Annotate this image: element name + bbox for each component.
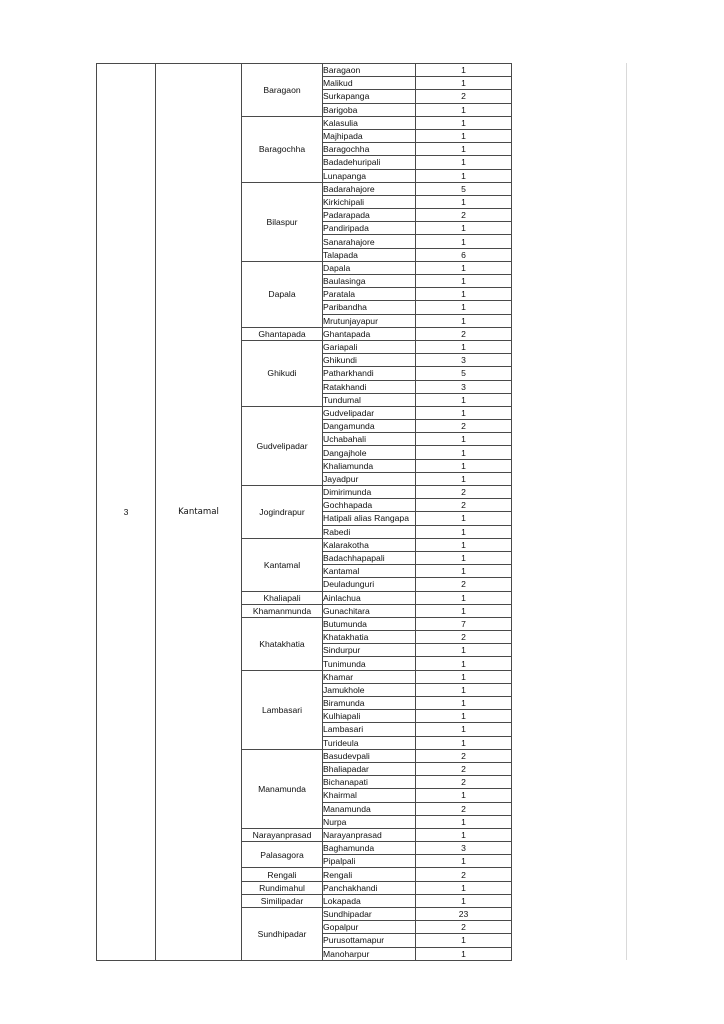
gram-panchayat-cell: Dapala [242,261,323,327]
count-cell: 2 [416,802,512,815]
village-name-cell: Khaliamunda [323,459,416,472]
count-cell: 1 [416,340,512,353]
village-name-cell: Baulasinga [323,275,416,288]
village-name-cell: Ainlachua [323,591,416,604]
village-name-cell: Talapada [323,248,416,261]
village-name-cell: Barigoba [323,103,416,116]
village-table [96,63,512,961]
village-name-cell: Bichanapati [323,776,416,789]
count-cell: 1 [416,881,512,894]
count-cell: 1 [416,604,512,617]
village-name-cell: Majhipada [323,129,416,142]
count-cell: 7 [416,617,512,630]
count-cell: 2 [416,90,512,103]
gram-panchayat-cell: Khatakhatia [242,617,323,670]
gram-panchayat-cell: Narayanprasad [242,828,323,841]
village-name-cell: Nurpa [323,815,416,828]
count-cell: 3 [416,354,512,367]
village-name-cell: Deuladunguri [323,578,416,591]
count-cell: 1 [416,261,512,274]
gram-panchayat-cell: Rengali [242,868,323,881]
count-cell: 1 [416,288,512,301]
village-name-cell: Paribandha [323,301,416,314]
count-cell: 1 [416,591,512,604]
count-cell: 2 [416,499,512,512]
count-cell: 2 [416,762,512,775]
village-name-cell: Jayadpur [323,472,416,485]
village-name-cell: Tundumal [323,393,416,406]
village-name-cell: Gunachitara [323,604,416,617]
village-name-cell: Tunimunda [323,657,416,670]
count-cell: 1 [416,551,512,564]
village-name-cell: Malikud [323,77,416,90]
count-cell: 1 [416,433,512,446]
count-cell: 1 [416,64,512,77]
count-cell: 1 [416,472,512,485]
village-name-cell: Ghantapada [323,327,416,340]
count-cell: 2 [416,486,512,499]
gram-panchayat-cell: Rundimahul [242,881,323,894]
page-margin-rule [626,63,627,960]
village-name-cell: Paratala [323,288,416,301]
count-cell: 1 [416,169,512,182]
gram-panchayat-cell: Lambasari [242,670,323,749]
village-name-cell: Kantamal [323,565,416,578]
count-cell: 2 [416,921,512,934]
gram-panchayat-cell: Sundhipadar [242,908,323,961]
count-cell: 1 [416,116,512,129]
count-cell: 1 [416,683,512,696]
village-name-cell: Lokapada [323,894,416,907]
village-name-cell: Gariapali [323,340,416,353]
village-name-cell: Sundhipadar [323,908,416,921]
village-name-cell: Jamukhole [323,683,416,696]
village-name-cell: Manoharpur [323,947,416,960]
count-cell: 1 [416,538,512,551]
count-cell: 2 [416,776,512,789]
village-name-cell: Rengali [323,868,416,881]
village-name-cell: Gudvelipadar [323,406,416,419]
village-name-cell: Padarapada [323,209,416,222]
count-cell: 1 [416,723,512,736]
gram-panchayat-cell: Ghantapada [242,327,323,340]
gram-panchayat-cell: Palasagora [242,842,323,868]
village-table-body [97,64,512,961]
count-cell: 1 [416,156,512,169]
gram-panchayat-cell: Bilaspur [242,182,323,261]
count-cell: 1 [416,947,512,960]
village-name-cell: Pipalpali [323,855,416,868]
count-cell: 1 [416,235,512,248]
count-cell: 2 [416,749,512,762]
village-name-cell: Kalasulia [323,116,416,129]
count-cell: 1 [416,697,512,710]
gram-panchayat-cell: Khamanmunda [242,604,323,617]
count-cell: 1 [416,77,512,90]
count-cell: 1 [416,894,512,907]
village-name-cell: Khamar [323,670,416,683]
count-cell: 6 [416,248,512,261]
count-cell: 5 [416,182,512,195]
count-cell: 1 [416,855,512,868]
village-name-cell: Narayanprasad [323,828,416,841]
village-name-cell: Kulhiapali [323,710,416,723]
count-cell: 1 [416,103,512,116]
count-cell: 1 [416,710,512,723]
village-name-cell: Surkapanga [323,90,416,103]
village-name-cell: Gochhapada [323,499,416,512]
village-name-cell: Kirkichipali [323,195,416,208]
village-name-cell: Turideula [323,736,416,749]
village-name-cell: Dangajhole [323,446,416,459]
count-cell: 1 [416,314,512,327]
village-name-cell: Badarahajore [323,182,416,195]
count-cell: 1 [416,934,512,947]
village-name-cell: Ratakhandi [323,380,416,393]
count-cell: 2 [416,578,512,591]
village-name-cell: Bhaliapadar [323,762,416,775]
count-cell: 1 [416,657,512,670]
count-cell: 3 [416,380,512,393]
village-name-cell: Baragochha [323,143,416,156]
count-cell: 2 [416,209,512,222]
gram-panchayat-cell: Similipadar [242,894,323,907]
village-name-cell: Rabedi [323,525,416,538]
village-name-cell: Badadehuripali [323,156,416,169]
village-name-cell: Sanarahajore [323,235,416,248]
village-name-cell: Lambasari [323,723,416,736]
village-name-cell: Ghikundi [323,354,416,367]
count-cell: 2 [416,327,512,340]
village-name-cell: Baragaon [323,64,416,77]
count-cell: 1 [416,565,512,578]
village-name-cell: Khatakhatia [323,631,416,644]
village-name-cell: Biramunda [323,697,416,710]
count-cell: 1 [416,644,512,657]
gram-panchayat-cell: Ghikudi [242,340,323,406]
count-cell: 1 [416,129,512,142]
gram-panchayat-cell: Kantamal [242,538,323,591]
table-row [97,64,512,77]
village-name-cell: Kalarakotha [323,538,416,551]
count-cell: 1 [416,446,512,459]
count-cell: 1 [416,525,512,538]
village-name-cell: Dangamunda [323,420,416,433]
count-cell: 1 [416,195,512,208]
village-name-cell: Uchabahali [323,433,416,446]
count-cell: 2 [416,631,512,644]
gram-panchayat-cell: Baragochha [242,116,323,182]
count-cell: 1 [416,143,512,156]
village-name-cell: Panchakhandi [323,881,416,894]
count-cell: 1 [416,789,512,802]
count-cell: 1 [416,301,512,314]
count-cell: 1 [416,828,512,841]
village-name-cell: Pandiripada [323,222,416,235]
village-name-cell: Badachhapapali [323,551,416,564]
count-cell: 1 [416,222,512,235]
count-cell: 1 [416,670,512,683]
block-name-cell: Kantamal [156,64,242,961]
village-name-cell: Mrutunjayapur [323,314,416,327]
count-cell: 1 [416,393,512,406]
village-name-cell: Manamunda [323,802,416,815]
village-name-cell: Patharkhandi [323,367,416,380]
gram-panchayat-cell: Gudvelipadar [242,406,323,485]
village-name-cell: Lunapanga [323,169,416,182]
count-cell: 1 [416,406,512,419]
gram-panchayat-cell: Jogindrapur [242,486,323,539]
village-name-cell: Baghamunda [323,842,416,855]
village-name-cell: Purusottamapur [323,934,416,947]
count-cell: 3 [416,842,512,855]
village-name-cell: Gopalpur [323,921,416,934]
count-cell: 1 [416,275,512,288]
count-cell: 2 [416,420,512,433]
village-name-cell: Basudevpali [323,749,416,762]
count-cell: 5 [416,367,512,380]
village-name-cell: Khairmal [323,789,416,802]
serial-number-cell: 3 [97,64,156,961]
village-name-cell: Sindurpur [323,644,416,657]
count-cell: 1 [416,815,512,828]
village-name-cell: Hatipali alias Rangapa [323,512,416,525]
count-cell: 2 [416,868,512,881]
gram-panchayat-cell: Manamunda [242,749,323,828]
count-cell: 1 [416,459,512,472]
gram-panchayat-cell: Khaliapali [242,591,323,604]
count-cell: 23 [416,908,512,921]
village-name-cell: Butumunda [323,617,416,630]
count-cell: 1 [416,512,512,525]
count-cell: 1 [416,736,512,749]
village-name-cell: Dapala [323,261,416,274]
gram-panchayat-cell: Baragaon [242,64,323,117]
village-name-cell: Dimirimunda [323,486,416,499]
